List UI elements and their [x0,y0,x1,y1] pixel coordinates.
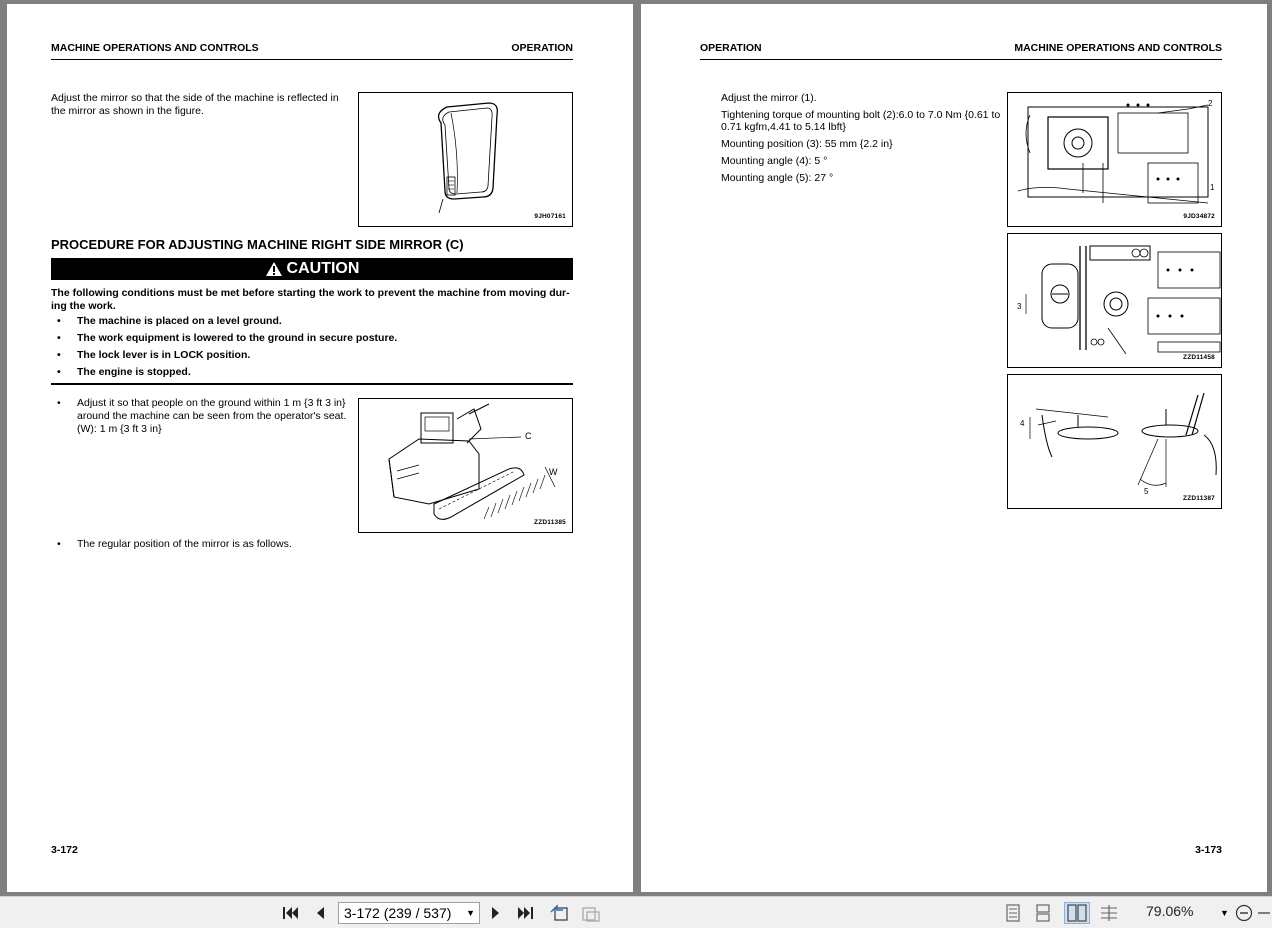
figure-code: ZZD11385 [534,519,566,526]
bullet-adjust [57,397,352,437]
chevron-down-icon[interactable]: ▼ [1220,908,1229,918]
excavator-drawing [359,399,573,533]
forward-view-icon[interactable] [580,903,602,923]
excavator-figure [358,398,573,533]
caution-end-rule [51,383,573,385]
label-1: 1 [1210,183,1215,192]
bullet-dot: • [57,332,61,344]
label-2: 2 [1208,99,1213,108]
bullet-dot: • [57,538,61,550]
prev-page-icon[interactable] [310,903,330,923]
label-c: C [525,431,532,441]
bullet-dot: • [57,397,61,409]
page-number: 3-172 [51,844,78,856]
figure-code: 9JD34872 [1183,213,1215,220]
continuous-facing-icon[interactable] [1098,903,1120,923]
spec-position: Mounting position (3): 55 mm {2.2 in} [721,138,893,150]
mirror-mount-drawing [1008,93,1222,227]
label-w: W [549,467,558,477]
caution-item-text: The work equipment is lowered to the ground in secure posture. [77,332,398,344]
spec-torque: Tightening torque of mounting bolt (2):6.0 to 7.0 Nm {0.61 to 0.71 kgfm,4.41 to 5.14 lbft} [721,109,1001,133]
figure-code: ZZD11458 [1183,354,1215,361]
facing-icon[interactable] [1064,902,1090,924]
next-page-icon[interactable] [486,903,506,923]
spec-angle-4: Mounting angle (4): 5 ° [721,155,828,167]
warning-triangle-icon [265,261,283,277]
intro-text: Adjust the mirror so that the side of the machine is reflected in the mirror as shown in the figure. [51,92,339,117]
caution-item [57,349,557,362]
label-3: 3 [1017,302,1022,311]
caution-label: CAUTION [286,260,360,277]
single-page-icon[interactable] [1004,903,1022,923]
mirror-angle-figure [1007,374,1222,509]
page-number-input[interactable] [338,902,480,924]
right-header-section: OPERATION [700,42,762,54]
page-number-value: 3-172 (239 / 537) [344,905,452,921]
mirror-position-figure [1007,233,1222,368]
page-number: 3-173 [1195,844,1222,856]
left-header-title: MACHINE OPERATIONS AND CONTROLS [51,42,259,54]
figure-code: 9JH07161 [534,213,566,220]
bullet-regular-position [57,538,457,551]
bullet-dot: • [57,315,61,327]
chevron-down-icon[interactable]: ▼ [466,908,475,918]
mirror-angle-drawing [1008,375,1222,509]
continuous-icon[interactable] [1034,903,1052,923]
label-5: 5 [1144,487,1149,496]
viewer-toolbar [0,896,1272,928]
zoom-out-icon[interactable] [1234,903,1254,923]
section-title: PROCEDURE FOR ADJUSTING MACHINE RIGHT SIDE MIRROR (C) [51,237,464,252]
first-page-icon[interactable] [280,903,300,923]
caution-item [57,332,557,345]
mirror-position-drawing [1008,234,1222,368]
caution-item [57,366,557,379]
caution-item-text: The engine is stopped. [77,366,191,378]
bullet-dot: • [57,349,61,361]
left-page [7,4,633,892]
caution-banner [51,258,573,280]
mirror-mount-figure [1007,92,1222,227]
left-header-section: OPERATION [511,42,573,54]
figure-code: ZZD11387 [1183,495,1215,502]
mirror-drawing [359,93,573,227]
right-header-title: MACHINE OPERATIONS AND CONTROLS [1014,42,1222,54]
mirror-reflection-figure [358,92,573,227]
left-header-rule [51,59,573,60]
zoom-input[interactable]: 79.06% [1146,903,1194,919]
bullet-adjust-text: Adjust it so that people on the ground within 1 m {3 ft 3 in} around the machine can be seen from the operator's seat. (W): 1 m {3 ft 3 in} [77,397,347,435]
spec-angle-5: Mounting angle (5): 27 ° [721,172,834,184]
right-page [641,4,1267,892]
last-page-icon[interactable] [514,903,538,923]
caution-intro: The following conditions must be met before starting the work to prevent the machine from moving dur-ing the work. [51,287,570,312]
caution-item-text: The lock lever is in LOCK position. [77,349,251,361]
caution-item-text: The machine is placed on a level ground. [77,315,282,327]
right-header-rule [700,59,1222,60]
bullet-dot: • [57,366,61,378]
label-4: 4 [1020,419,1025,428]
back-view-icon[interactable] [548,903,570,923]
zoom-slider-icon[interactable] [1258,903,1270,923]
bullet-regular-text: The regular position of the mirror is as follows. [77,538,292,550]
spec-adjust: Adjust the mirror (1). [721,92,817,104]
caution-item [57,315,557,328]
